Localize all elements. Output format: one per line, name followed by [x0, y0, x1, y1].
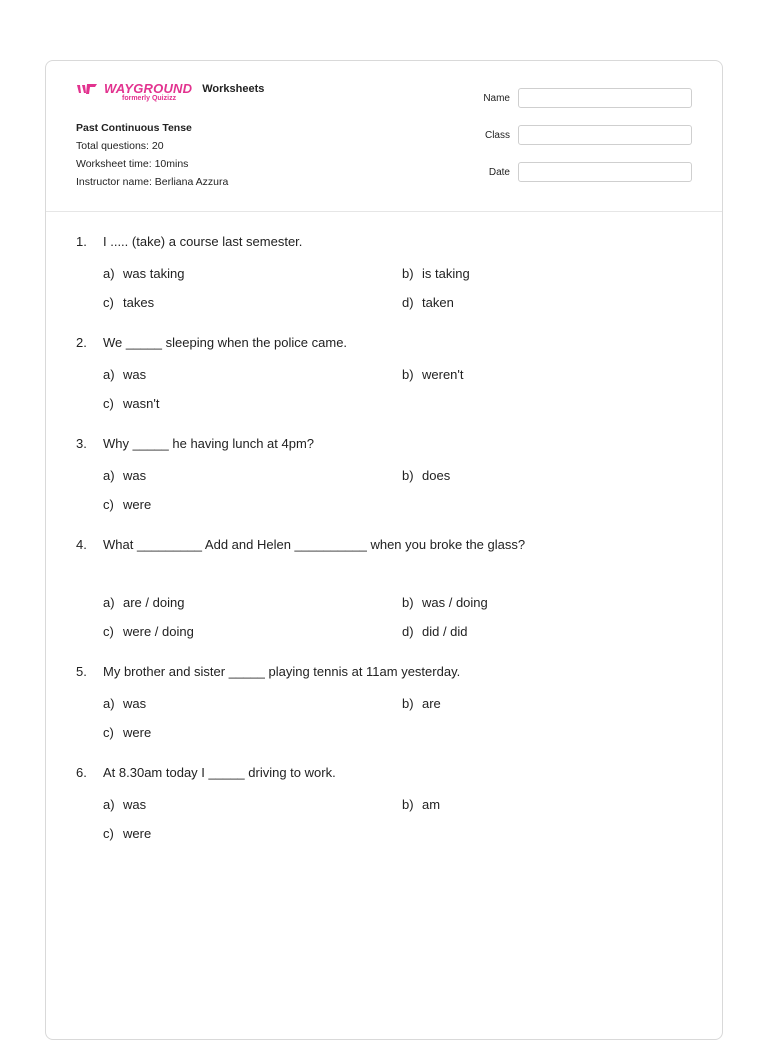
answer-options	[103, 366, 692, 413]
questions-list	[76, 233, 692, 865]
option-text: are / doing	[123, 595, 185, 610]
worksheet-card	[45, 60, 723, 1040]
option-text: were	[123, 497, 152, 512]
option-c[interactable]	[103, 294, 402, 312]
total-questions: Total questions: 20	[76, 140, 164, 152]
worksheet-title: Past Continuous Tense	[76, 122, 192, 134]
option-text: are	[422, 696, 441, 711]
option-b[interactable]	[402, 265, 692, 283]
option-b[interactable]	[402, 594, 692, 612]
option-text: were	[123, 725, 152, 740]
question-number: 4.	[76, 537, 87, 552]
answer-options	[103, 265, 692, 312]
question-number: 2.	[76, 335, 87, 350]
worksheet-meta	[76, 119, 228, 191]
worksheet-time: Worksheet time: 10mins	[76, 158, 189, 170]
question-3	[76, 435, 692, 514]
option-text: was	[123, 468, 147, 483]
option-letter: b)	[402, 595, 414, 610]
option-text: was taking	[123, 266, 185, 281]
option-letter: b)	[402, 367, 414, 382]
date-field[interactable]	[518, 162, 692, 182]
option-a[interactable]	[103, 594, 402, 612]
option-letter: a)	[103, 696, 115, 711]
class-field-row	[483, 124, 692, 146]
option-c[interactable]	[103, 395, 402, 413]
option-text: did / did	[422, 624, 468, 639]
option-letter: a)	[103, 595, 115, 610]
question-text: I ..... (take) a course last semester.	[103, 234, 303, 249]
option-text: am	[422, 797, 441, 812]
question-1	[76, 233, 692, 312]
option-text: takes	[123, 295, 155, 310]
answer-options	[103, 695, 692, 742]
date-label: Date	[488, 166, 510, 178]
option-text: was	[123, 696, 147, 711]
product-label: Worksheets	[202, 82, 265, 95]
option-c[interactable]	[103, 623, 402, 641]
question-number: 6.	[76, 765, 87, 780]
question-text: My brother and sister _____ playing tennis at 11am yesterday.	[103, 664, 461, 679]
option-letter: c)	[103, 826, 114, 841]
option-a[interactable]	[103, 695, 402, 713]
question-4	[76, 536, 692, 641]
question-5	[76, 663, 692, 742]
option-a[interactable]	[103, 796, 402, 814]
option-b[interactable]	[402, 366, 692, 384]
option-letter: c)	[103, 396, 114, 411]
option-a[interactable]	[103, 366, 402, 384]
class-field[interactable]	[518, 125, 692, 145]
option-letter: b)	[402, 468, 414, 483]
question-2	[76, 334, 692, 413]
wayground-logo-icon	[76, 83, 98, 95]
option-letter: a)	[103, 266, 115, 281]
date-field-row	[483, 161, 692, 183]
option-letter: b)	[402, 696, 414, 711]
option-text: does	[422, 468, 451, 483]
option-letter: c)	[103, 295, 114, 310]
option-a[interactable]	[103, 265, 402, 283]
question-number: 5.	[76, 664, 87, 679]
option-text: is taking	[422, 266, 470, 281]
question-text: Why _____ he having lunch at 4pm?	[103, 436, 315, 451]
brand-logo-text: WAYGROUND	[104, 81, 193, 96]
option-letter: c)	[103, 725, 114, 740]
option-letter: a)	[103, 468, 115, 483]
option-text: were	[123, 826, 152, 841]
option-text: was	[123, 367, 147, 382]
option-b[interactable]	[402, 796, 692, 814]
name-field[interactable]	[518, 88, 692, 108]
option-text: was	[123, 797, 147, 812]
option-b[interactable]	[402, 695, 692, 713]
answer-options	[103, 594, 692, 641]
name-field-row	[483, 87, 692, 109]
option-a[interactable]	[103, 467, 402, 485]
class-label: Class	[484, 129, 510, 141]
question-number: 1.	[76, 234, 87, 249]
student-fields	[483, 87, 692, 198]
option-c[interactable]	[103, 724, 402, 742]
option-c[interactable]	[103, 825, 402, 843]
option-text: wasn't	[123, 396, 160, 411]
option-text: taken	[422, 295, 454, 310]
question-6	[76, 764, 692, 843]
question-text: At 8.30am today I _____ driving to work.	[103, 765, 336, 780]
option-text: was / doing	[422, 595, 488, 610]
option-d[interactable]	[402, 623, 692, 641]
question-text: What _________ Add and Helen __________ when you broke the glass?	[103, 537, 526, 552]
option-c[interactable]	[103, 496, 402, 514]
name-label: Name	[483, 92, 510, 104]
brand-subtext: formerly Quizizz	[122, 95, 177, 102]
option-letter: a)	[103, 797, 115, 812]
worksheet-header	[46, 61, 722, 212]
option-letter: b)	[402, 797, 414, 812]
option-letter: b)	[402, 266, 414, 281]
option-text: were / doing	[123, 624, 194, 639]
option-letter: a)	[103, 367, 115, 382]
option-b[interactable]	[402, 467, 692, 485]
option-letter: c)	[103, 497, 114, 512]
question-number: 3.	[76, 436, 87, 451]
brand	[76, 81, 264, 102]
instructor-name: Instructor name: Berliana Azzura	[76, 176, 229, 188]
option-text: weren't	[422, 367, 464, 382]
option-letter: d)	[402, 624, 414, 639]
answer-options	[103, 467, 692, 514]
option-letter: d)	[402, 295, 414, 310]
answer-options	[103, 796, 692, 843]
option-d[interactable]	[402, 294, 692, 312]
question-text: We _____ sleeping when the police came.	[103, 335, 348, 350]
option-letter: c)	[103, 624, 114, 639]
